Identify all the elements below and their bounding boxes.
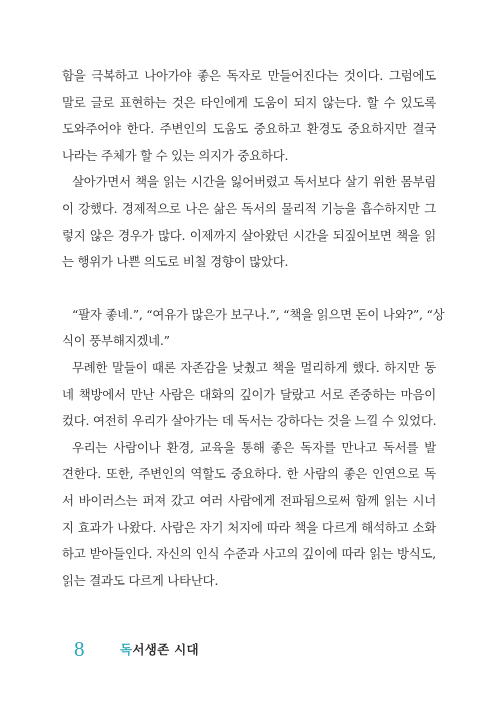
text-line: 식이 풍부해지겠네.” <box>62 333 170 349</box>
paragraph <box>62 169 436 275</box>
running-title-rest: 서생존 시대 <box>132 642 199 657</box>
text-line: 말로 글로 표현하는 것은 타인에게 도움이 되지 않는다. 할 수 있도록 <box>62 94 436 110</box>
text-line: 서 바이러스는 퍼져 갔고 여러 사람에게 전파됨으로써 함께 읽는 시너 <box>62 492 436 508</box>
running-title-accent: 독 <box>120 642 133 657</box>
body-text <box>62 63 445 594</box>
text-line: 살아가면서 책을 읽는 시간을 잃어버렸고 독서보다 살기 위한 몸부림 <box>72 174 436 190</box>
text-line: 하고 받아들인다. 자신의 인식 수준과 사고의 깊이에 따라 읽는 방식도, <box>62 546 436 562</box>
paragraph-spacer <box>62 276 436 302</box>
paragraph <box>62 355 436 435</box>
paragraph <box>62 63 436 169</box>
text-line: 도와주어야 한다. 주변인의 도움도 중요하고 환경도 중요하지만 결국 <box>62 121 436 137</box>
text-line: 렇지 않은 경우가 많다. 이제까지 살아왔던 시간을 되짚어보면 책을 읽 <box>62 227 436 243</box>
text-line: 읽는 결과도 다르게 나타난다. <box>62 572 219 588</box>
running-title <box>120 640 199 658</box>
text-line: 견한다. 또한, 주변인의 역할도 중요하다. 한 사람의 좋은 인연으로 독 <box>62 466 436 482</box>
text-line: 컸다. 여전히 우리가 살아가는 데 독서는 강하다는 것을 느낄 수 있었다. <box>62 413 437 429</box>
page-number: 8 <box>74 636 85 661</box>
text-line: 우리는 사람이나 환경, 교육을 통해 좋은 독자를 만나고 독서를 발 <box>72 439 436 455</box>
text-line: 네 책방에서 만난 사람은 대화의 깊이가 달랐고 서로 존중하는 마음이 <box>62 386 436 402</box>
text-line: 나라는 주체가 할 수 있는 의지가 중요하다. <box>62 147 289 163</box>
text-line: 이 강했다. 경제적으로 나은 삶은 독서의 물리적 기능을 흡수하지만 그 <box>62 200 436 216</box>
paragraph <box>62 435 436 595</box>
page-footer <box>74 634 199 664</box>
paragraph <box>62 302 445 355</box>
text-line: 무례한 말들이 때론 자존감을 낮췄고 책을 멀리하게 했다. 하지만 동 <box>72 359 436 375</box>
text-line: 지 효과가 나왔다. 사람은 자기 처지에 따라 책을 다르게 해석하고 소화 <box>62 519 436 535</box>
text-line: 는 행위가 나쁜 의도로 비칠 경향이 많았다. <box>62 254 289 270</box>
text-line: 함을 극복하고 나아가야 좋은 독자로 만들어진다는 것이다. 그럼에도 <box>62 68 436 83</box>
text-line: “팔자 좋네.”, “여유가 많은가 보구나.”, “책을 읽으면 돈이 나와?”, “상 <box>72 306 445 322</box>
